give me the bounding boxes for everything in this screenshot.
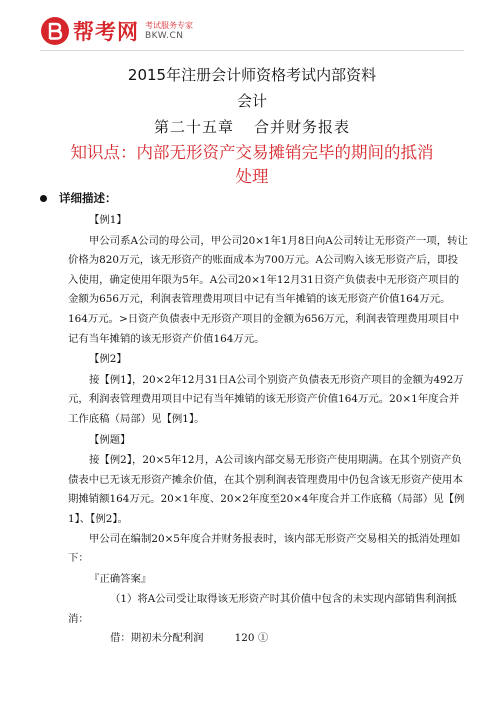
brand-logo[interactable] <box>40 14 193 48</box>
logo-url: BKW.CN <box>145 31 184 41</box>
logo-tagline: 考试服务专家 <box>145 21 193 30</box>
header-divider <box>40 50 464 51</box>
journal-entry: 借：期初未分配利润 120 ① <box>110 632 269 645</box>
answer-step: （1）将A公司受让取得该无形资产时其价值中包含的未实现内部销售利润抵消： <box>68 593 457 625</box>
example-label: 【例2】 <box>89 353 127 366</box>
document-body <box>68 210 468 649</box>
chapter-number: 第二十五章 <box>153 118 234 136</box>
logo-subtext <box>145 20 193 42</box>
example-label: 【例1】 <box>89 214 127 226</box>
example-paragraph: 甲公司系A公司的母公司，甲公司20×1年1月8日向A公司转让无形资产一项，转让价格为820万元，该无形资产的账面成本为700万元。A公司购入该无形资产后，即投入使用，确定使用年限为5年。A公司20×1年12月31日资产负债表中无形资产项目的金额为656万元，利润表管理费用项目中记有当年摊销的该无形资产价值164万元。164万元。>日资产负债表中无形资产项目的金额为656万元，利润表管理费用项目中记有当年摊销的该无形资产价值164万元。 <box>68 234 468 345</box>
knowledge-point-heading-cont: 处理 <box>235 167 269 186</box>
logo-name: 帮考网 <box>73 20 139 44</box>
answer-label: 『正确答案』 <box>89 572 152 585</box>
example-paragraph: 接【例2】，20×5年12月，A公司该内部交易无形资产使用期满。在其个别资产负债表中已无该无形资产摊余价值，在其个别利润表管理费用中仍包含该无形资产使用本期摊销额164万元。20×1年度、20×2年度至20×4年度合并工作底稿（局部）见【例1】、【例2】。 <box>68 454 465 525</box>
document-title: 2015年注册会计师资格考试内部资料 <box>127 66 377 84</box>
bullet-icon <box>40 195 47 202</box>
example-label: 【例题】 <box>89 433 131 446</box>
knowledge-point-heading: 知识点：内部无形资产交易摊销完毕的期间的抵消 <box>70 143 434 162</box>
subject-title: 会计 <box>236 92 267 110</box>
section-label: 详细描述： <box>59 191 117 205</box>
section-detail <box>40 190 117 206</box>
example-paragraph: 接【例1】，20×2年12月31日A公司个别资产负债表无形资产项目的金额为492万元，利润表管理费用项目中记有当年摊销的该无形资产价值164万元。20×1年度合并工作底稿（局部）见【例1】。 <box>68 373 464 425</box>
chapter-name: 合并财务报表 <box>254 118 351 136</box>
example-paragraph: 甲公司在编制20×5年度合并财务报表时，该内部无形资产交易相关的抵消处理如下： <box>68 532 461 565</box>
chapter-title <box>0 116 504 137</box>
logo-badge-icon <box>40 16 70 46</box>
